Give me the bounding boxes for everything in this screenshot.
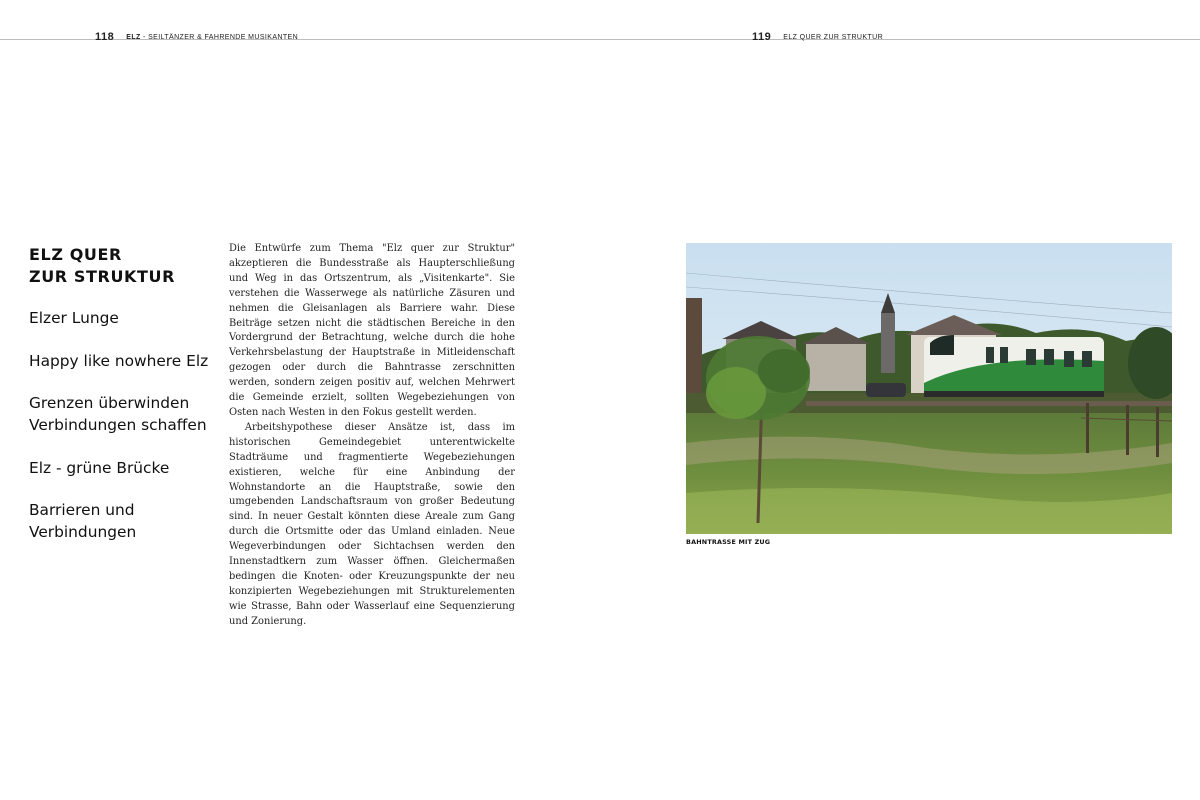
topic-line: Elzer Lunge bbox=[29, 309, 119, 327]
paragraph: Arbeitshypothese dieser Ansätze ist, dass im historischen Gemeindegebiet unterentwickelte Stadträume und fragmentierte Wegebeziehungen existieren, welche für eine Anbindung der Wohnstandorte an die Hauptstraße, sowie den umgebenden Landschaftsraum von großer Bedeutung sind. In neuer Gestalt könnten diese Areale zum Gang durch die Ortsmitte oder das Umland einladen. Neue Wegeverbindungen oder Sichtachsen werden den Innenstadtkern zum Wasser öffnen. Gleichermaßen bedingen die Knoten- oder Kreuzungspunkte der neu konzipierten Wegebeziehungen mit Strukturelementen wie Strasse, Bahn oder Wasserlauf eine Sequenzierung und Zonierung. bbox=[229, 421, 515, 627]
topic-line: Barrieren und bbox=[29, 501, 135, 519]
body-text bbox=[229, 242, 515, 630]
section-heading-line1: ELZ QUER bbox=[29, 245, 122, 264]
topic-line: Verbindungen schaffen bbox=[29, 416, 207, 434]
topic-item bbox=[29, 307, 219, 329]
header-rule bbox=[600, 39, 1200, 40]
running-head-title: ELZ QUER ZUR STRUKTUR bbox=[783, 34, 884, 41]
railway-photo bbox=[686, 243, 1172, 534]
photo-caption: BAHNTRASSE MIT ZUG bbox=[686, 538, 771, 546]
running-head bbox=[752, 27, 883, 45]
topic-list bbox=[29, 307, 219, 564]
topic-item bbox=[29, 392, 219, 436]
train-illustration bbox=[924, 335, 1104, 397]
running-head-title bbox=[126, 34, 298, 41]
section-heading-line2: ZUR STRUKTUR bbox=[29, 267, 176, 286]
topic-item bbox=[29, 499, 219, 543]
header-rule bbox=[0, 39, 600, 40]
paragraph: Die Entwürfe zum Thema "Elz quer zur Struktur" akzeptieren die Bundesstraße als Haupterschließung und Weg in das Ortszentrum, als „Visitenkarte". Sie verstehen die Wasserwege als natürliche Zäsuren und nehmen die Gleisanlagen als Barriere wahr. Diese Beiträge setzen nicht die städtischen Bereiche in den Vordergrund der Betrachtung, welche durch die hohe Verkehrsbelastung der Hauptstraße in Mitleidenschaft gezogen oder durch die Bahntrasse zerschnitten werden, sondern zeigen positiv auf, welchen Mehrwert die Gemeinde erzielt, sollten Wegebeziehungen von Osten nach Westen in den Fokus gestellt werden. bbox=[229, 243, 515, 418]
railway-photo-illustration bbox=[686, 243, 1172, 534]
topic-line: Happy like nowhere Elz bbox=[29, 351, 209, 370]
running-head-rest: - SEILTÄNZER & FAHRENDE MUSIKANTEN bbox=[140, 34, 299, 41]
topic-line: Elz - grüne Brücke bbox=[29, 458, 170, 477]
section-heading bbox=[29, 244, 209, 288]
running-head-bold: ELZ bbox=[126, 34, 141, 41]
topic-item bbox=[29, 350, 219, 372]
page-number: 118 bbox=[95, 31, 115, 43]
topic-line: Grenzen überwinden bbox=[29, 394, 190, 412]
running-head bbox=[95, 27, 298, 45]
topic-line: Verbindungen bbox=[29, 523, 137, 541]
right-page bbox=[600, 0, 1200, 800]
topic-item bbox=[29, 457, 219, 479]
page-number: 119 bbox=[752, 31, 772, 43]
